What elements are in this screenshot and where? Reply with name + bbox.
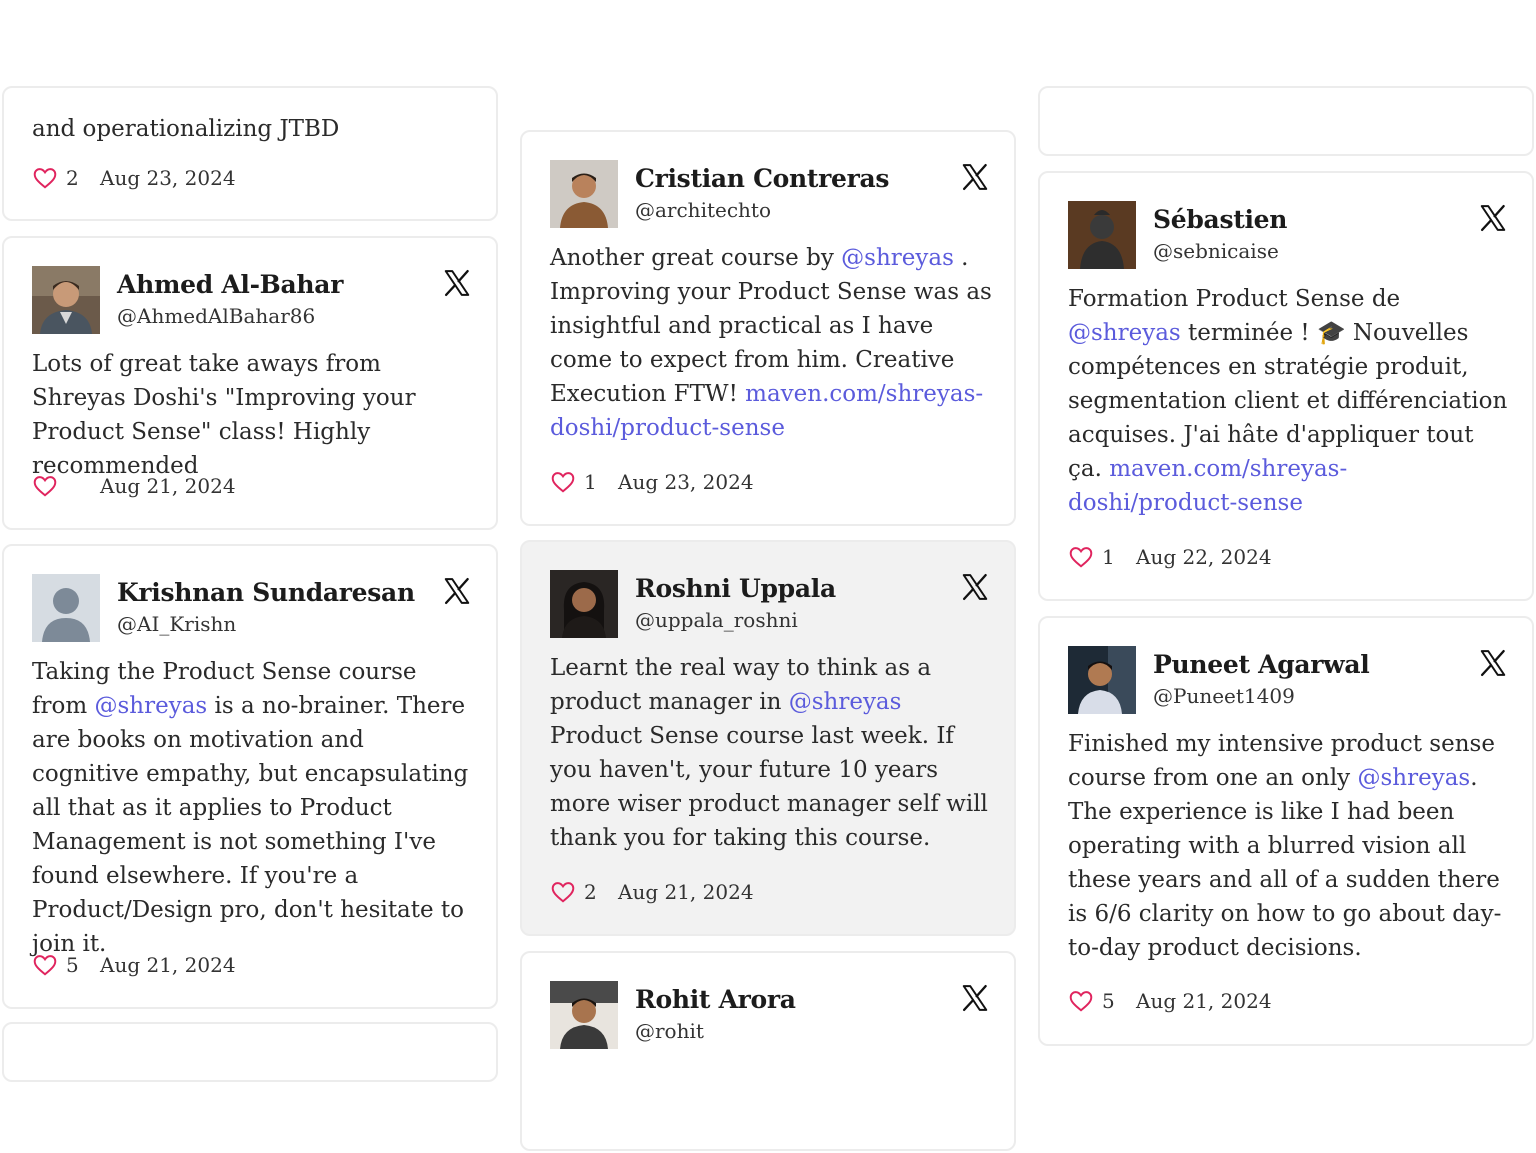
author-name[interactable]: Sébastien [1153, 205, 1288, 234]
tweet-date: Aug 21, 2024 [100, 953, 236, 977]
x-logo-icon[interactable] [960, 572, 990, 602]
author-handle[interactable]: @uppala_roshni [635, 608, 798, 632]
x-logo-icon[interactable] [442, 268, 472, 298]
avatar [550, 981, 618, 1049]
tweet-footer [1068, 986, 1272, 1016]
like-count: 1 [584, 470, 597, 494]
tweet-body: Taking the Product Sense course from @shreyas is a no-brainer. There are books on motivation and cognitive empathy, but encapsulating all that as it applies to Product Management is not something I've found elsewhere. If you're a Product/Design pro, don't hesitate to join it. [32, 659, 469, 957]
heart-icon[interactable] [1068, 544, 1094, 570]
tweet-date: Aug 22, 2024 [1136, 545, 1272, 569]
avatar [550, 160, 618, 228]
x-logo-icon[interactable] [960, 983, 990, 1013]
tweet-card-krishnan[interactable] [2, 544, 498, 1009]
mention-link[interactable]: @shreyas [841, 245, 954, 271]
author-name[interactable]: Ahmed Al-Bahar [117, 270, 344, 299]
tweet-body: Finished my intensive product sense course from one an only @shreyas. The experience is like I had been operating with a blurred vision all these years and all of a sudden there is 6/6 clarity on how to go about day-to-day product decisions. [1068, 731, 1502, 961]
tweet-body: Formation Product Sense de @shreyas terminée ! 🎓 Nouvelles compétences en stratégie produit, segmentation client et différenciation acquises. J'ai hâte d'appliquer tout ça. maven.com/shreyas-doshi/product-sense [1068, 286, 1508, 516]
avatar [32, 266, 100, 334]
avatar [32, 574, 100, 642]
tweet-card-partial-top-right[interactable] [1038, 86, 1534, 156]
testimonials-wall [0, 116, 1536, 1043]
author-handle[interactable]: @Puneet1409 [1153, 684, 1295, 708]
tweet-footer [32, 163, 236, 193]
x-logo-icon[interactable] [1478, 203, 1508, 233]
like-count: 5 [66, 953, 79, 977]
tweet-body: Learnt the real way to think as a product manager in @shreyas Product Sense course last week. If you haven't, your future 10 years more wiser product manager self will thank you for taking this course. [550, 655, 988, 851]
author-handle[interactable]: @sebnicaise [1153, 239, 1279, 263]
tweet-body: Another great course by @shreyas . Improving your Product Sense was as insightful and practical as I have come to expect from him. Creative Execution FTW! maven.com/shreyas-doshi/product-sense [550, 245, 992, 441]
course-link[interactable]: maven.com/shreyas-doshi/product-sense [1068, 456, 1348, 516]
avatar [1068, 201, 1136, 269]
like-count: 5 [1102, 989, 1115, 1013]
author-name[interactable]: Rohit Arora [635, 985, 796, 1014]
heart-icon[interactable] [32, 165, 58, 191]
author-name[interactable]: Puneet Agarwal [1153, 650, 1370, 679]
mention-link[interactable]: @shreyas [1068, 320, 1181, 346]
tweet-card-sebastien[interactable] [1038, 171, 1534, 601]
tweet-card-roshni[interactable] [520, 540, 1016, 936]
author-handle[interactable]: @AhmedAlBahar86 [117, 304, 316, 328]
heart-icon[interactable] [32, 473, 58, 499]
like-count: 2 [584, 880, 597, 904]
heart-icon[interactable] [32, 952, 58, 978]
tweet-date: Aug 21, 2024 [100, 474, 236, 498]
heart-icon[interactable] [1068, 988, 1094, 1014]
like-count: 1 [1102, 545, 1115, 569]
like-count: 2 [66, 166, 79, 190]
mention-link[interactable]: @shreyas [1357, 765, 1471, 791]
mention-link[interactable]: @shreyas [94, 693, 208, 719]
avatar [1068, 646, 1136, 714]
tweet-date: Aug 21, 2024 [1136, 989, 1272, 1013]
tweet-body: Lots of great take aways from Shreyas Doshi's "Improving your Product Sense" class! Highly recommended [32, 351, 416, 479]
author-name[interactable]: Krishnan Sundaresan [117, 578, 415, 607]
tweet-footer [32, 471, 236, 501]
author-handle[interactable]: @AI_Krishn [117, 612, 237, 636]
author-handle[interactable]: @architechto [635, 198, 771, 222]
tweet-date: Aug 23, 2024 [100, 166, 236, 190]
heart-icon[interactable] [550, 469, 576, 495]
course-link[interactable]: maven.com/shreyas-doshi/product-sense [550, 381, 984, 441]
tweet-date: Aug 23, 2024 [618, 470, 754, 494]
heart-icon[interactable] [550, 879, 576, 905]
x-logo-icon[interactable] [442, 576, 472, 606]
author-handle[interactable]: @rohit [635, 1019, 704, 1043]
author-name[interactable]: Roshni Uppala [635, 574, 836, 603]
tweet-body: and operationalizing JTBD [32, 116, 340, 142]
tweet-card-rohit[interactable] [520, 951, 1016, 1151]
tweet-card-puneet[interactable] [1038, 616, 1534, 1046]
tweet-card-partial-bottom[interactable] [2, 1022, 498, 1082]
tweet-card-cristian[interactable] [520, 130, 1016, 526]
tweet-footer [550, 467, 754, 497]
tweet-card-partial-top[interactable] [2, 86, 498, 221]
tweet-footer [1068, 542, 1272, 572]
author-name[interactable]: Cristian Contreras [635, 164, 890, 193]
x-logo-icon[interactable] [1478, 648, 1508, 678]
tweet-footer [32, 950, 236, 980]
x-logo-icon[interactable] [960, 162, 990, 192]
mention-link[interactable]: @shreyas [788, 689, 902, 715]
avatar [550, 570, 618, 638]
tweet-date: Aug 21, 2024 [618, 880, 754, 904]
tweet-card-ahmed[interactable] [2, 236, 498, 530]
tweet-footer [550, 877, 754, 907]
